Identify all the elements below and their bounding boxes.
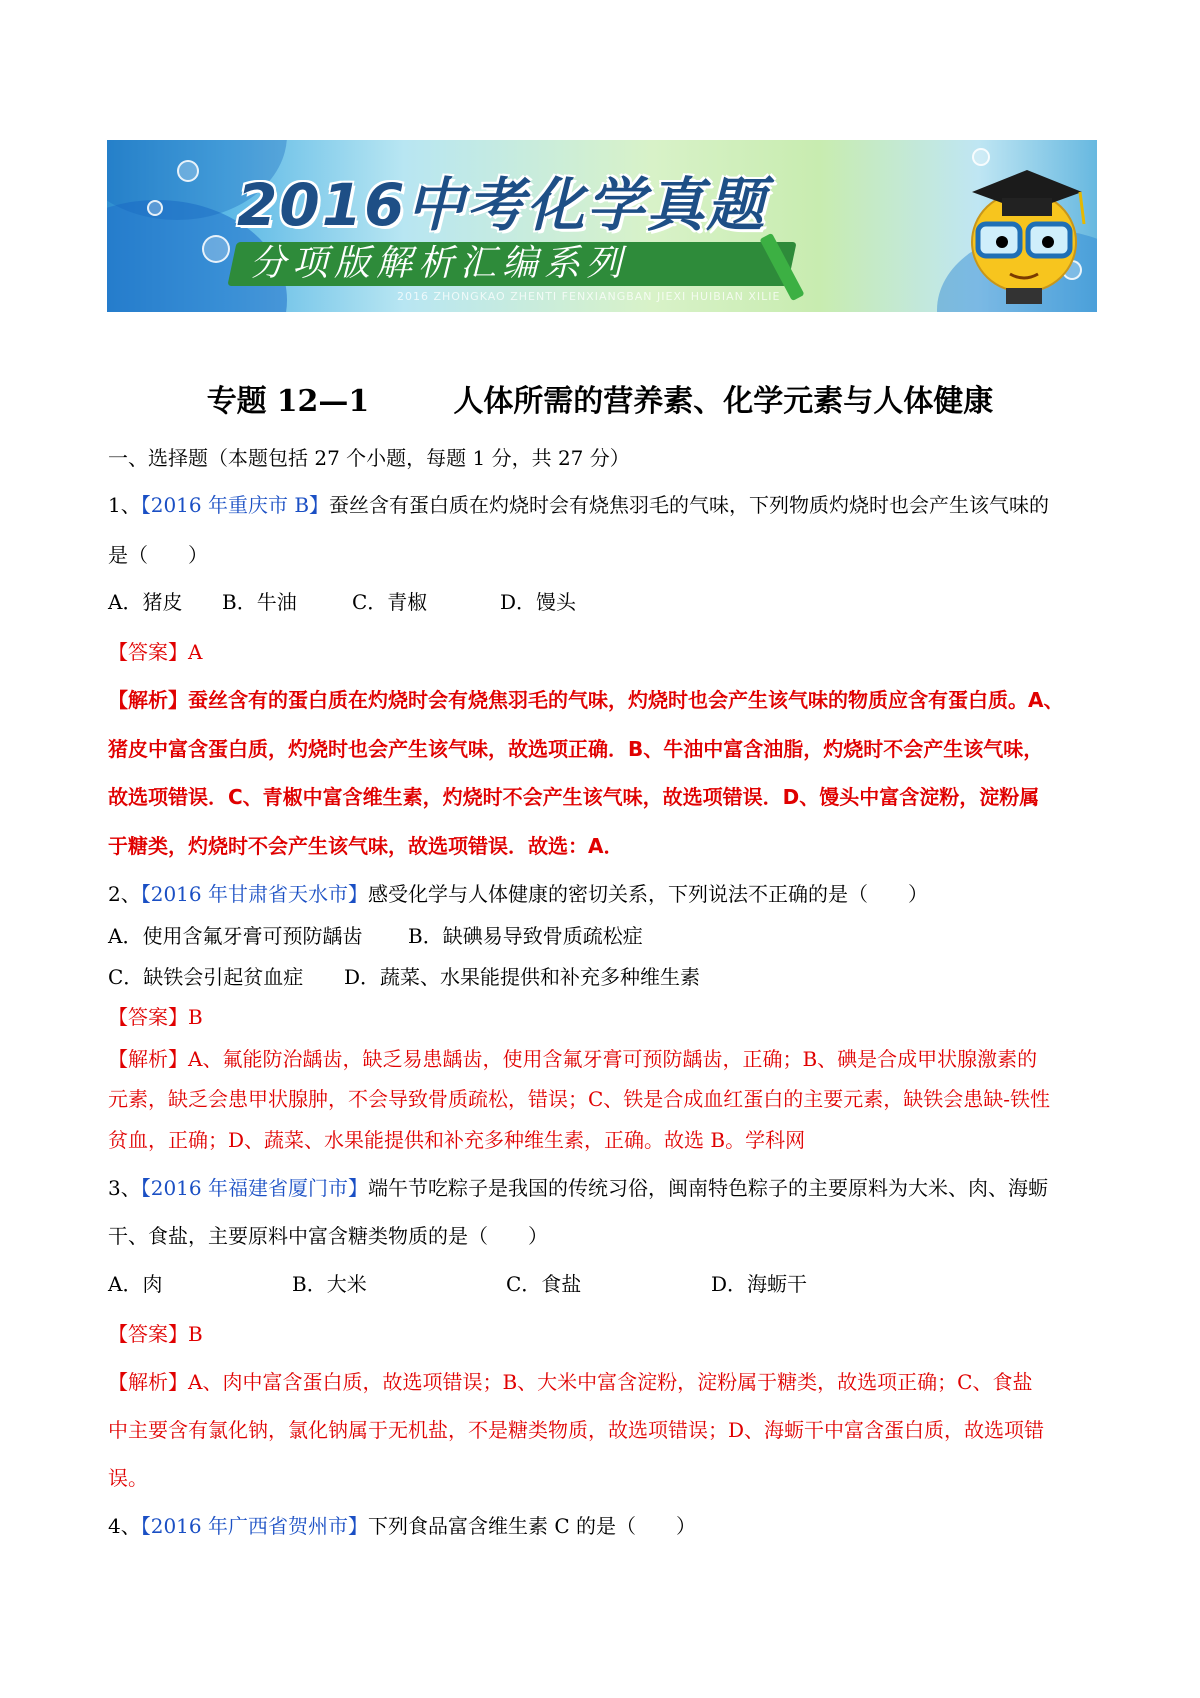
answer-value: B [188,1322,203,1346]
question-2-options-row1 [108,920,643,949]
question-3-stem-cont: 干、食盐，主要原料中富含糖类物质的是（ ） [108,1224,548,1248]
question-number: 1、 [108,493,141,517]
option-a: A．使用含氟牙膏可预防龋齿 [108,924,363,948]
question-1-options [108,586,576,615]
question-source: 【2016 年甘肃省天水市】 [140,882,368,906]
question-4-stem [108,1510,696,1539]
option-d: D．海蛎干 [711,1272,808,1296]
question-2-options-row2 [108,961,700,990]
option-a: A．猪皮 [108,590,183,614]
banner-subtitle: 分项版解析汇编系列 [250,243,629,284]
question-source: 【2016 年重庆市 B】 [140,493,330,517]
answer-value: B [188,1005,203,1029]
question-text: 感受化学与人体健康的密切关系，下列说法不正确的是（ ） [368,882,928,906]
question-number: 4、 [108,1514,141,1538]
question-3-options [108,1268,807,1297]
question-2-stem [108,878,928,907]
question-2-answer [108,1001,203,1030]
topic-title: 人体所需的营养素、化学元素与人体健康 [453,384,994,419]
option-b: B．大米 [292,1272,367,1296]
mascot-graduate-icon [952,162,1092,307]
banner-pinyin: 2016 ZHONGKAO ZHENTI FENXIANGBAN JIEXI HUIBIAN XILIE [397,290,781,303]
analysis-line: 【解析】A、氟能防治龋齿，缺乏易患龋齿，使用含氟牙膏可预防龋齿，正确；B、碘是合成甲状腺激素的 [108,1047,1038,1071]
option-c: C．食盐 [506,1272,582,1296]
question-3-stem [108,1172,1048,1201]
bubble-decoration [202,235,230,263]
option-c: C．青椒 [352,590,428,614]
analysis-line: 猪皮中富含蛋白质，灼烧时也会产生该气味，故选项正确．B、牛油中富含油脂，灼烧时不会产生该气味， [108,737,1044,761]
question-text: 端午节吃粽子是我国的传统习俗，闽南特色粽子的主要原料为大米、肉、海蛎 [368,1176,1048,1200]
analysis-line: 中主要含有氯化钠，氯化钠属于无机盐，不是糖类物质，故选项错误；D、海蛎干中富含蛋白质，故选项错 [108,1418,1045,1442]
question-number: 3、 [108,1176,141,1200]
option-b: B．牛油 [222,590,297,614]
analysis-line: 故选项错误．C、青椒中富含维生素，灼烧时不会产生该气味，故选项错误．D、馒头中富含淀粉，淀粉属 [108,785,1040,809]
analysis-line: 【解析】蚕丝含有的蛋白质在灼烧时会有烧焦羽毛的气味，灼烧时也会产生该气味的物质应含有蛋白质。A、 [108,688,1064,712]
question-text: 下列食品富含维生素 C 的是（ ） [368,1514,697,1538]
bubble-decoration [147,200,163,216]
option-c: C．缺铁会引起贫血症 [108,965,304,989]
section-heading: 一、选择题（本题包括 27 个小题，每题 1 分，共 27 分） [108,446,630,470]
question-3-answer [108,1318,203,1347]
question-source: 【2016 年福建省厦门市】 [140,1176,368,1200]
option-d: D．馒头 [500,590,577,614]
topic-number: 12—1 [276,384,370,419]
header-banner [107,140,1097,312]
topic-prefix: 专题 [206,384,267,419]
analysis-line: 误。 [108,1466,148,1490]
option-d: D．蔬菜、水果能提供和补充多种维生素 [344,965,701,989]
analysis-line: 【解析】A、肉中富含蛋白质，故选项错误；B、大米中富含淀粉，淀粉属于糖类，故选项正确；C、食盐 [108,1370,1033,1394]
analysis-line: 元素，缺乏会患甲状腺肿，不会导致骨质疏松，错误；C、铁是合成血红蛋白的主要元素，缺铁会患缺-铁性 [108,1087,1051,1111]
banner-subtitle-box [227,242,796,286]
analysis-line: 于糖类，灼烧时不会产生该气味，故选项错误．故选：A． [108,834,624,858]
banner-title: 2016中考化学真题 [237,171,767,239]
question-1-stem-cont: 是（ ） [108,543,208,567]
question-1-stem [108,489,1049,518]
option-a: A．肉 [108,1272,163,1296]
question-1-answer [108,636,202,665]
bubble-decoration [177,160,199,182]
question-text: 蚕丝含有蛋白质在灼烧时会有烧焦羽毛的气味，下列物质灼烧时也会产生该气味的 [329,493,1050,517]
answer-label: 【答案】 [108,1005,188,1029]
page-title [0,376,1200,420]
question-number: 2、 [108,882,141,906]
analysis-line: 贫血，正确；D、蔬菜、水果能提供和补充多种维生素，正确。故选 B。学科网 [108,1128,806,1152]
option-b: B．缺碘易导致骨质疏松症 [408,924,643,948]
answer-label: 【答案】 [108,1322,188,1346]
answer-value: A [188,640,203,664]
answer-label: 【答案】 [108,640,188,664]
question-source: 【2016 年广西省贺州市】 [140,1514,368,1538]
